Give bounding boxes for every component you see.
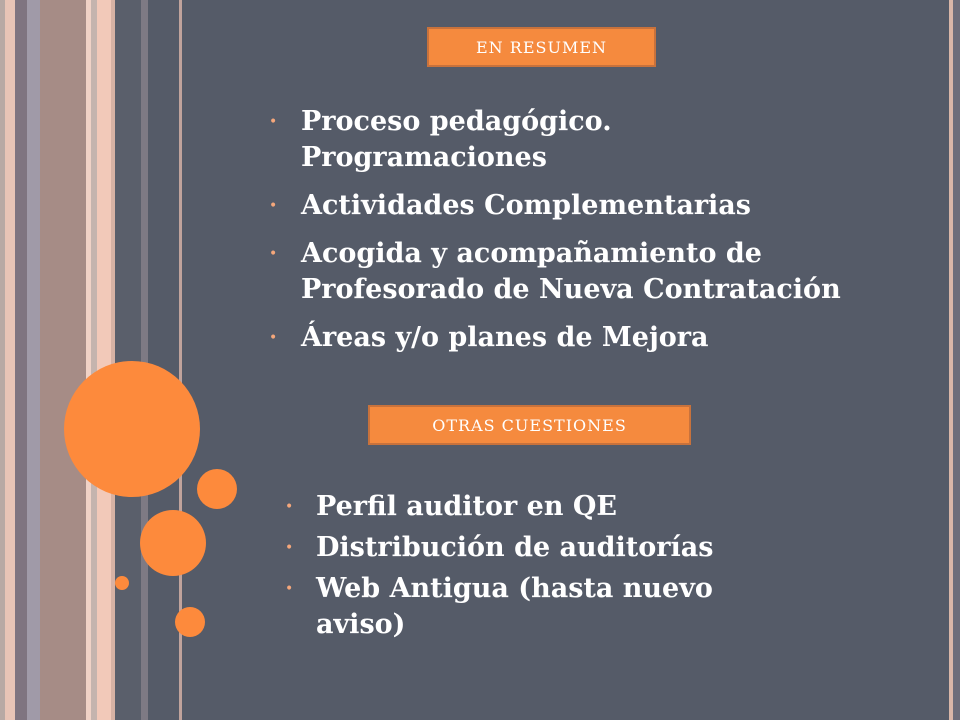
circle-decoration — [175, 607, 205, 637]
bullet-icon: • — [269, 114, 278, 130]
stripe-decoration — [27, 0, 40, 720]
bullet-icon: • — [285, 540, 294, 556]
list-item-text: Proceso pedagógico. Programaciones — [301, 106, 612, 173]
section-label-resumen: EN RESUMEN — [427, 27, 656, 67]
stripe-decoration — [5, 0, 15, 720]
list-item — [285, 530, 786, 566]
otras-list — [285, 489, 786, 643]
list-item-text: Actividades Complementarias — [301, 190, 751, 221]
bullet-icon: • — [285, 581, 294, 597]
bullet-icon: • — [269, 330, 278, 346]
section-label-otras-cuestiones: OTRAS CUESTIONES — [368, 405, 691, 445]
stripe-decoration — [97, 0, 111, 720]
list-item-text: Acogida y acompañamiento de Profesorado de Nueva Contratación — [301, 238, 841, 305]
stripe-decoration — [141, 0, 148, 720]
list-item — [269, 320, 861, 356]
bullet-icon: • — [269, 198, 278, 214]
small-circle-decoration — [115, 576, 129, 590]
bullet-icon: • — [269, 246, 278, 262]
stripe-decoration — [40, 0, 86, 720]
list-item — [285, 489, 786, 525]
stripe-decoration — [115, 0, 141, 720]
large-circle-decoration — [64, 361, 200, 497]
circle-decoration — [140, 510, 206, 576]
stripe-decoration — [15, 0, 27, 720]
list-item-text: Perfil auditor en QE — [316, 491, 617, 522]
list-item-text: Distribución de auditorías — [316, 532, 714, 563]
bullet-icon: • — [285, 499, 294, 515]
resumen-list — [269, 104, 861, 356]
list-item — [285, 571, 786, 643]
list-item — [269, 236, 861, 308]
list-item-text: Áreas y/o planes de Mejora — [301, 322, 709, 353]
stripe-decoration — [953, 0, 960, 720]
list-item — [269, 104, 861, 176]
list-item-text: Web Antigua (hasta nuevo aviso) — [316, 573, 713, 640]
circle-decoration — [197, 469, 237, 509]
list-item — [269, 188, 861, 224]
